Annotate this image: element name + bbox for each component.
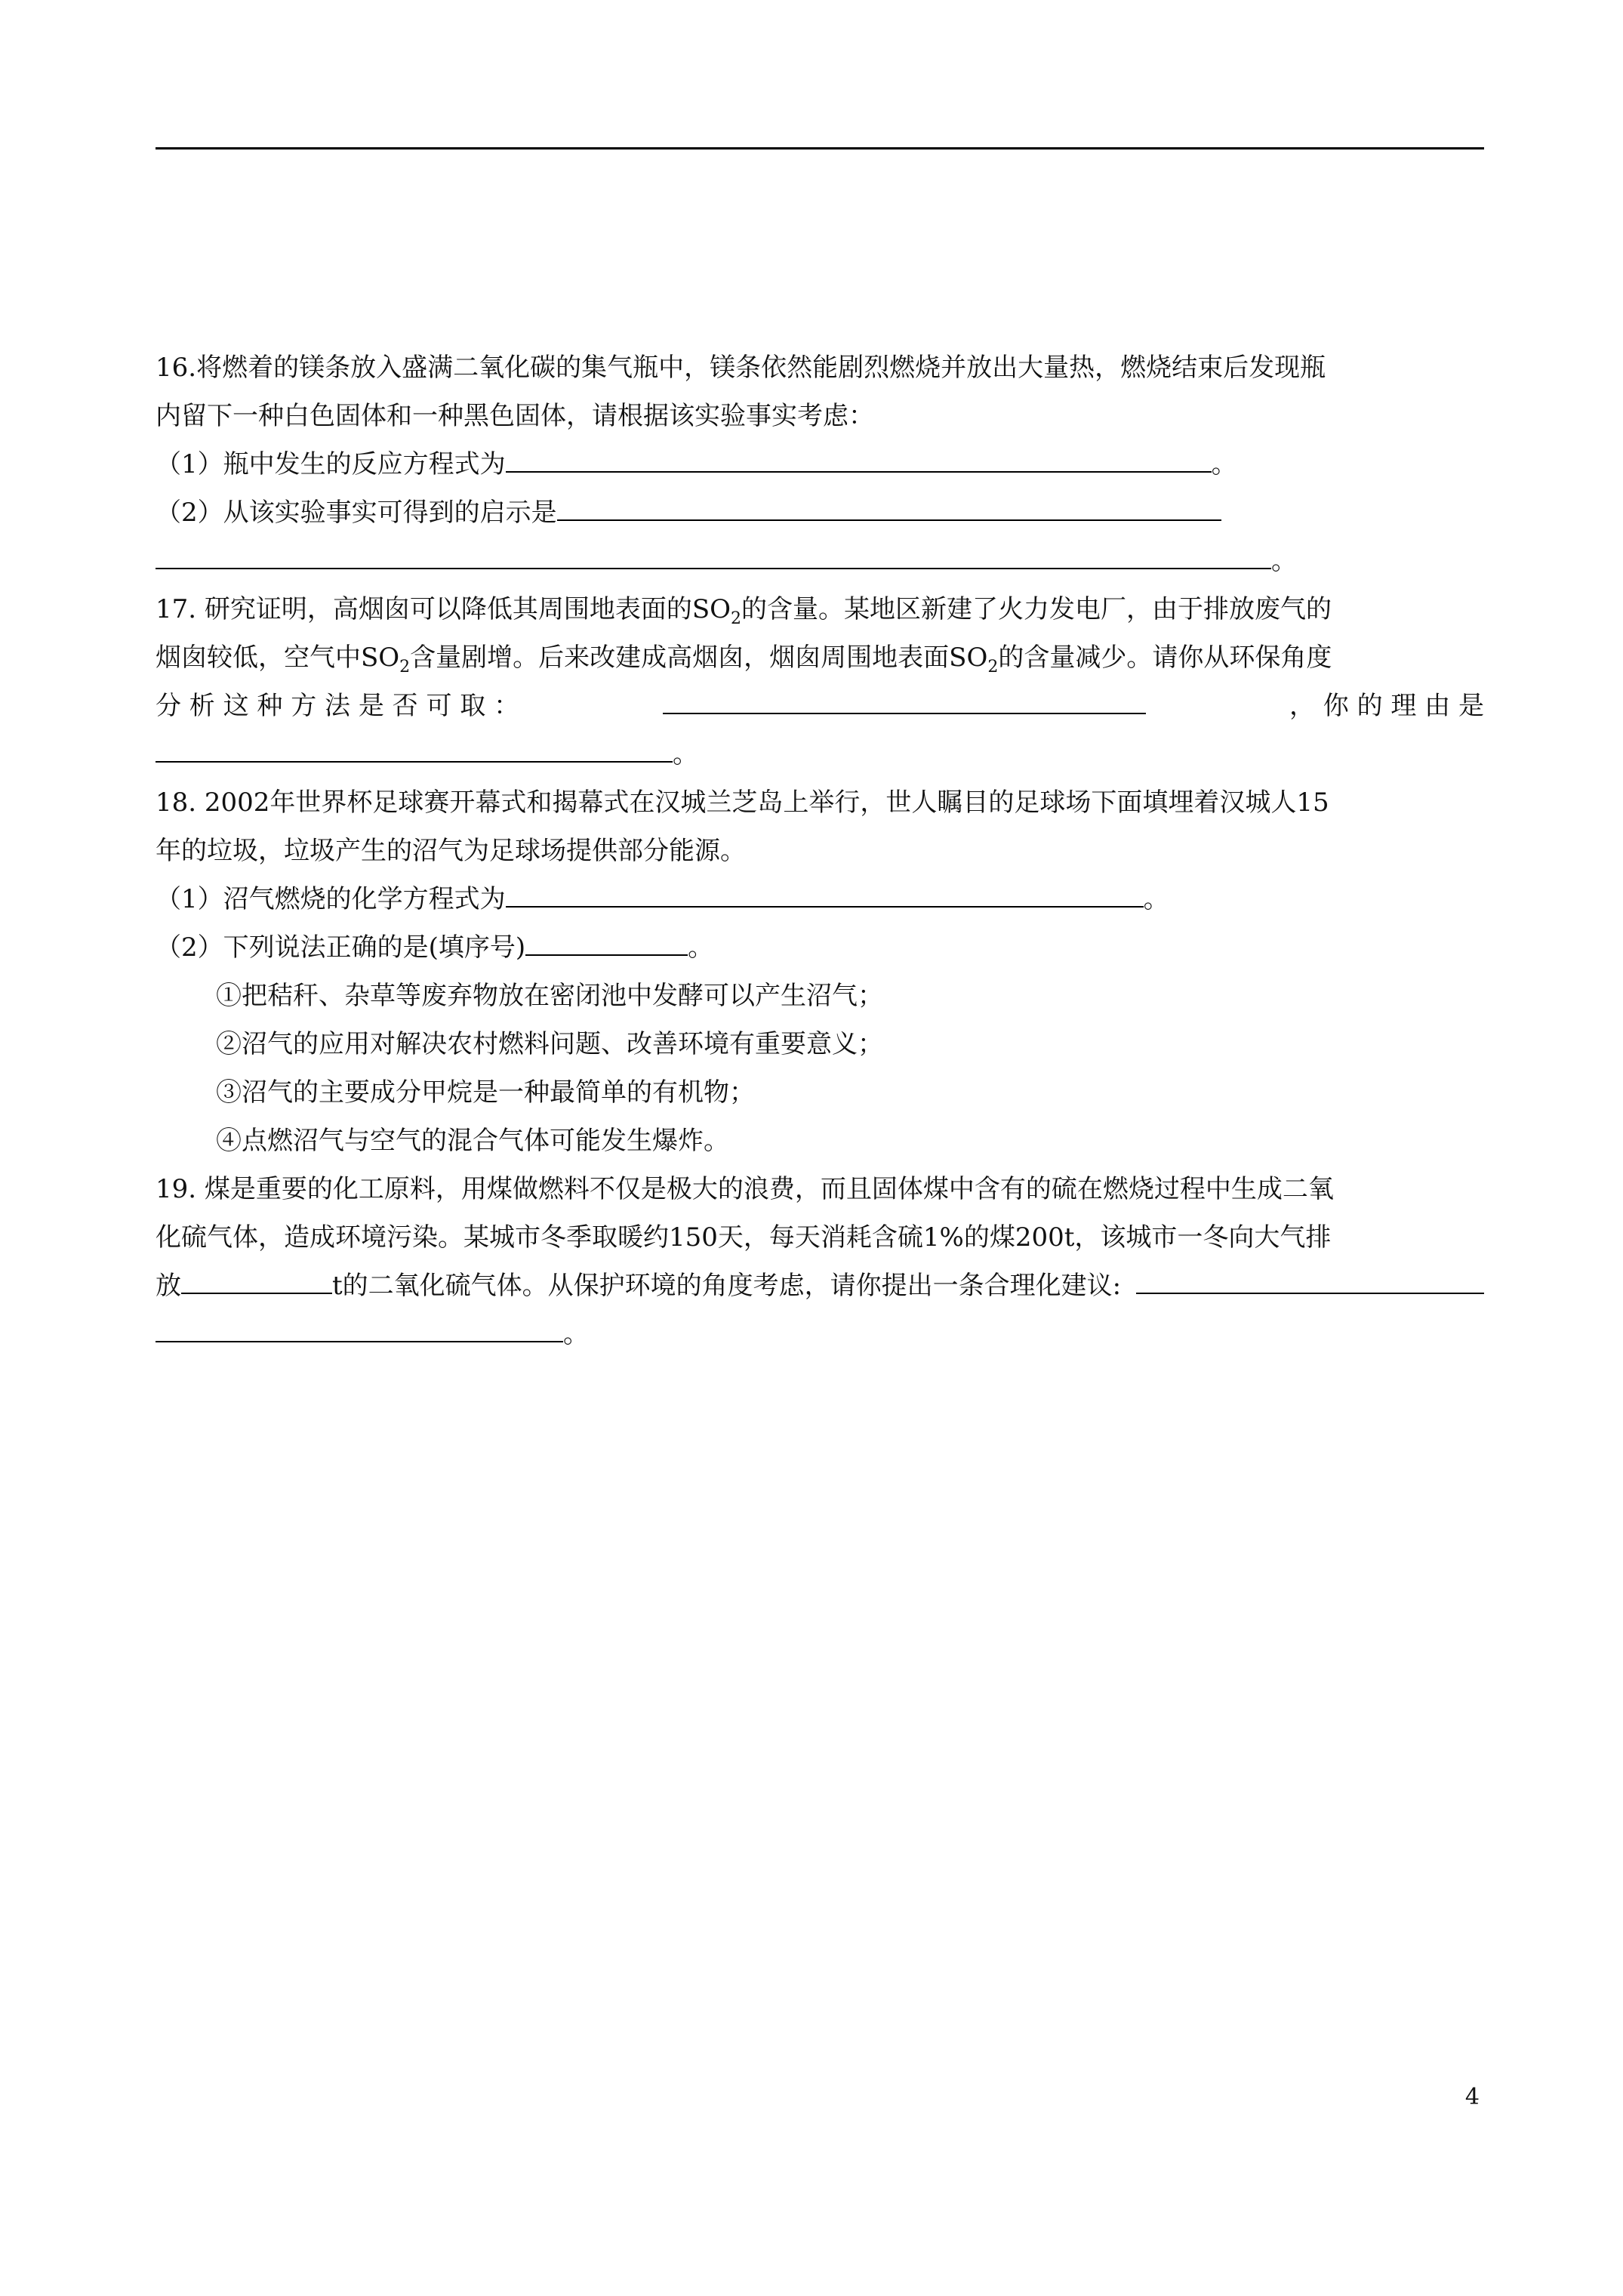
q19-answer-blank-2b[interactable] bbox=[156, 1311, 563, 1342]
q17-answer-blank-2[interactable] bbox=[156, 731, 673, 763]
q16-sub-2 bbox=[156, 488, 1484, 537]
so2-subscript: 2 bbox=[731, 609, 742, 628]
q17-line-2-c: 的含量减少。请你从环保角度 bbox=[998, 643, 1332, 673]
q17-line-1-a: 17. 研究证明，高烟囱可以降低其周围地表面的SO bbox=[156, 594, 731, 624]
q17-line-3-a: 分 析 这 种 方 法 是 否 可 取 ： bbox=[156, 691, 520, 721]
q17-line-2-b: 含量剧增。后来改建成高烟囱，烟囱周围地表面SO bbox=[410, 643, 988, 673]
q19-line-2: 化硫气体，造成环境污染。某城市冬季取暖约150天，每天消耗含硫1%的煤200t，该城市一冬向大气排 bbox=[156, 1222, 1332, 1253]
q18-line-1: 18. 2002年世界杯足球赛开幕式和揭幕式在汉城兰芝岛上举行，世人瞩目的足球场下面填埋着汉城人15 bbox=[156, 787, 1329, 818]
q16-sub-2-continued bbox=[156, 537, 1484, 585]
q16-answer-blank-2b[interactable] bbox=[156, 538, 1271, 569]
q16-line-1: 16.将燃着的镁条放入盛满二氧化碳的集气瓶中，镁条依然能剧烈燃烧并放出大量热，燃烧结束后发现瓶 bbox=[156, 353, 1326, 383]
q17-line-3-b: ， 你 的 理 由 是 bbox=[1289, 691, 1484, 721]
q17-line-4 bbox=[156, 730, 1484, 778]
q18-option-3: ③沼气的主要成分甲烷是一种最简单的有机物； bbox=[216, 1077, 755, 1108]
so2-subscript: 2 bbox=[987, 657, 999, 676]
q16-sub-1-end: 。 bbox=[1211, 449, 1237, 479]
q19-line-1: 19. 煤是重要的化工原料，用煤做燃料不仅是极大的浪费，而且固体煤中含有的硫在燃烧过程中生成二氧 bbox=[156, 1174, 1334, 1204]
q16-answer-blank-2[interactable] bbox=[557, 489, 1221, 521]
q19-line-4 bbox=[156, 1310, 1484, 1358]
page-number: 4 bbox=[1464, 2084, 1480, 2110]
q17-end: 。 bbox=[673, 739, 698, 769]
q17-line-2-a: 烟囱较低，空气中SO bbox=[156, 643, 400, 673]
q18-answer-blank-1[interactable] bbox=[506, 876, 1144, 908]
q17-line-1 bbox=[156, 585, 1484, 633]
q18-option-1: ①把秸秆、杂草等废弃物放在密闭池中发酵可以产生沼气； bbox=[216, 981, 883, 1011]
q19-end: 。 bbox=[563, 1319, 589, 1349]
q16-sub-2-end: 。 bbox=[1271, 546, 1297, 576]
q18-sub-1-label: （1）沼气燃烧的化学方程式为 bbox=[156, 884, 506, 914]
q18-answer-blank-2[interactable] bbox=[525, 924, 688, 956]
q17-line-1-b: 的含量。某地区新建了火力发电厂，由于排放废气的 bbox=[741, 594, 1332, 624]
header-rule bbox=[156, 147, 1484, 149]
q16-line-2: 内留下一种白色固体和一种黑色固体，请根据该实验事实考虑： bbox=[156, 401, 874, 431]
q18-sub-2-end: 。 bbox=[688, 932, 714, 963]
q18-sub-1 bbox=[156, 875, 1484, 923]
q18-sub-1-end: 。 bbox=[1143, 884, 1169, 914]
q18-sub-2-label: （2）下列说法正确的是(填序号) bbox=[156, 932, 526, 963]
q16-sub-1-label: （1）瓶中发生的反应方程式为 bbox=[156, 449, 506, 479]
q16-sub-2-label: （2）从该实验事实可得到的启示是 bbox=[156, 498, 557, 528]
q19-answer-blank-1[interactable] bbox=[181, 1262, 332, 1294]
q18-option-4: ④点燃沼气与空气的混合气体可能发生爆炸。 bbox=[216, 1126, 729, 1156]
q18-sub-2 bbox=[156, 923, 1484, 972]
q16-sub-1 bbox=[156, 440, 1484, 488]
q18-option-2: ②沼气的应用对解决农村燃料问题、改善环境有重要意义； bbox=[216, 1029, 883, 1059]
question-content bbox=[156, 344, 1484, 1358]
q17-line-2 bbox=[156, 633, 1484, 682]
q17-line-3 bbox=[156, 682, 1484, 730]
q17-answer-blank-1[interactable] bbox=[663, 683, 1146, 714]
q19-line-3-b: t的二氧化硫气体。从保护环境的角度考虑，请你提出一条合理化建议: bbox=[332, 1271, 1122, 1301]
q18-line-2: 年的垃圾，垃圾产生的沼气为足球场提供部分能源。 bbox=[156, 836, 746, 866]
q19-line-3-a: 放 bbox=[156, 1271, 181, 1301]
so2-subscript: 2 bbox=[399, 657, 411, 676]
q16-answer-blank-1[interactable] bbox=[506, 441, 1212, 473]
q19-line-3 bbox=[156, 1262, 1484, 1310]
q19-answer-blank-2[interactable] bbox=[1136, 1262, 1484, 1294]
